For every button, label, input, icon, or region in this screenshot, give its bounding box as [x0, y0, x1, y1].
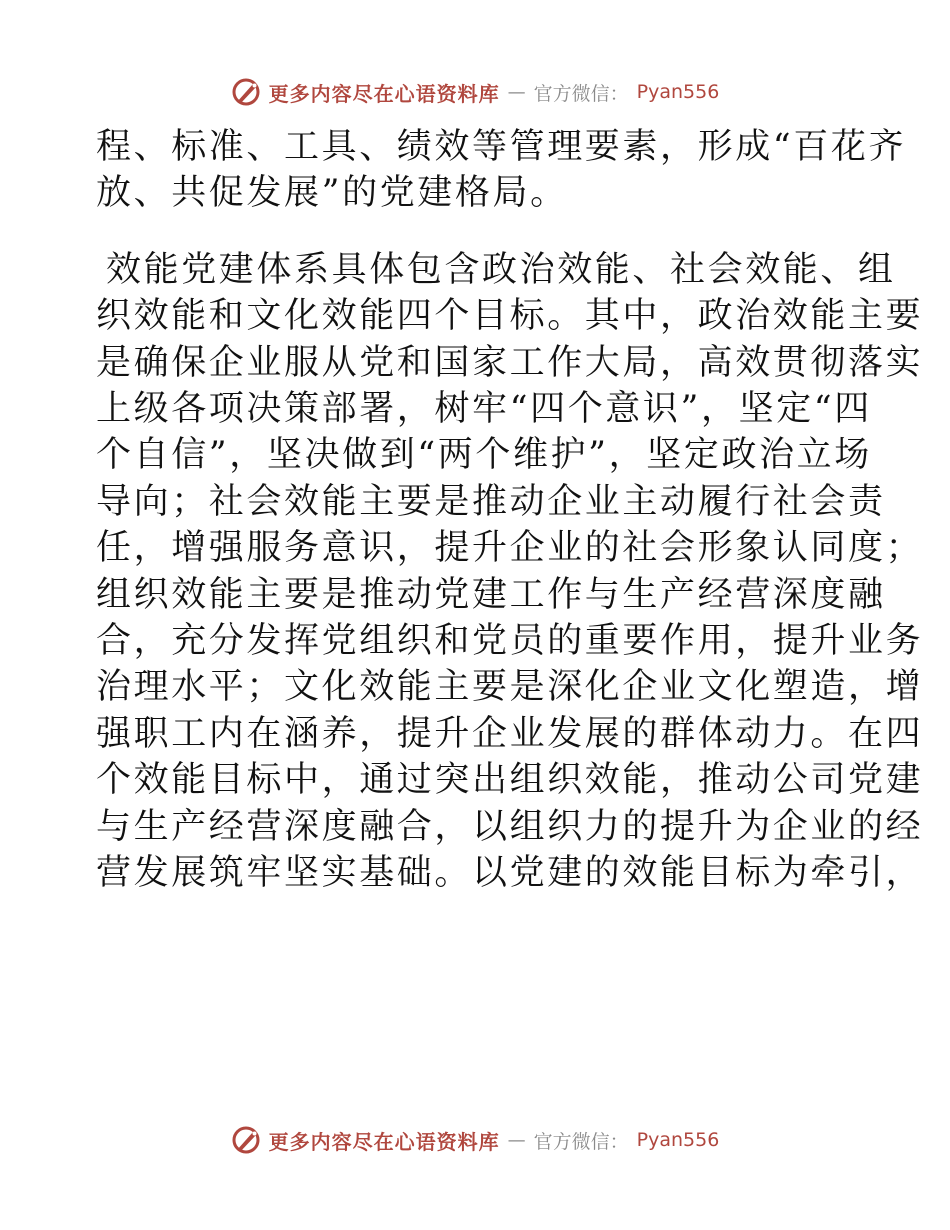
text-line: 与生产经营深度融合，以组织力的提升为企业的经: [96, 806, 924, 847]
banner-title: 更多内容尽在心语资料库: [268, 1129, 500, 1154]
paragraph-1: [96, 124, 907, 217]
banner-wechat-id: Pyan556: [636, 81, 720, 103]
text-line: 营发展筑牢坚实基础。以党建的效能目标为牵引，: [96, 853, 924, 894]
text-line: 合，充分发挥党组织和党员的重要作用，提升业务: [96, 621, 924, 662]
text-line: 个自信”，坚决做到“两个维护”，坚定政治立场: [96, 435, 872, 476]
text-line: 织效能和文化效能四个目标。其中，政治效能主要: [96, 296, 924, 337]
document-body: [96, 124, 924, 897]
text-line: 强职工内在涵养，提升企业发展的群体动力。在四: [96, 713, 924, 754]
text-line: 放、共促发展”的党建格局。: [96, 173, 568, 214]
text-line: 导向；社会效能主要是推动企业主动履行社会责: [96, 481, 886, 522]
text-line: 组织效能主要是推动党建工作与生产经营深度融: [96, 574, 886, 615]
text-line: 效能党建体系具体包含政治效能、社会效能、组: [106, 249, 896, 290]
banner-official-label: 官方微信：: [533, 1130, 629, 1153]
banner-dash: —: [507, 81, 526, 103]
text-line: 上级各项决策部署，树牢“四个意识”，坚定“四: [96, 389, 872, 430]
text-line: 治理水平；文化效能主要是深化企业文化塑造，增: [96, 667, 924, 708]
text-line: 程、标准、工具、绩效等管理要素，形成“百花齐: [96, 127, 907, 167]
banner-wechat-id: Pyan556: [636, 1129, 720, 1151]
red-circle-pen-icon: [231, 1125, 261, 1155]
text-line: 个效能目标中，通过突出组织效能，推动公司党建: [96, 760, 924, 801]
banner-official-label: 官方微信：: [533, 82, 629, 105]
banner-title: 更多内容尽在心语资料库: [268, 81, 500, 106]
red-circle-pen-icon: [231, 77, 261, 107]
banner-dash: —: [507, 1129, 526, 1151]
text-line: 是确保企业服从党和国家工作大局，高效贯彻落实: [96, 342, 924, 383]
text-line: 任，增强服务意识，提升企业的社会形象认同度；: [96, 528, 924, 569]
footer-banner: [0, 1120, 950, 1160]
header-banner: [0, 72, 950, 112]
paragraph-2: [96, 247, 924, 897]
